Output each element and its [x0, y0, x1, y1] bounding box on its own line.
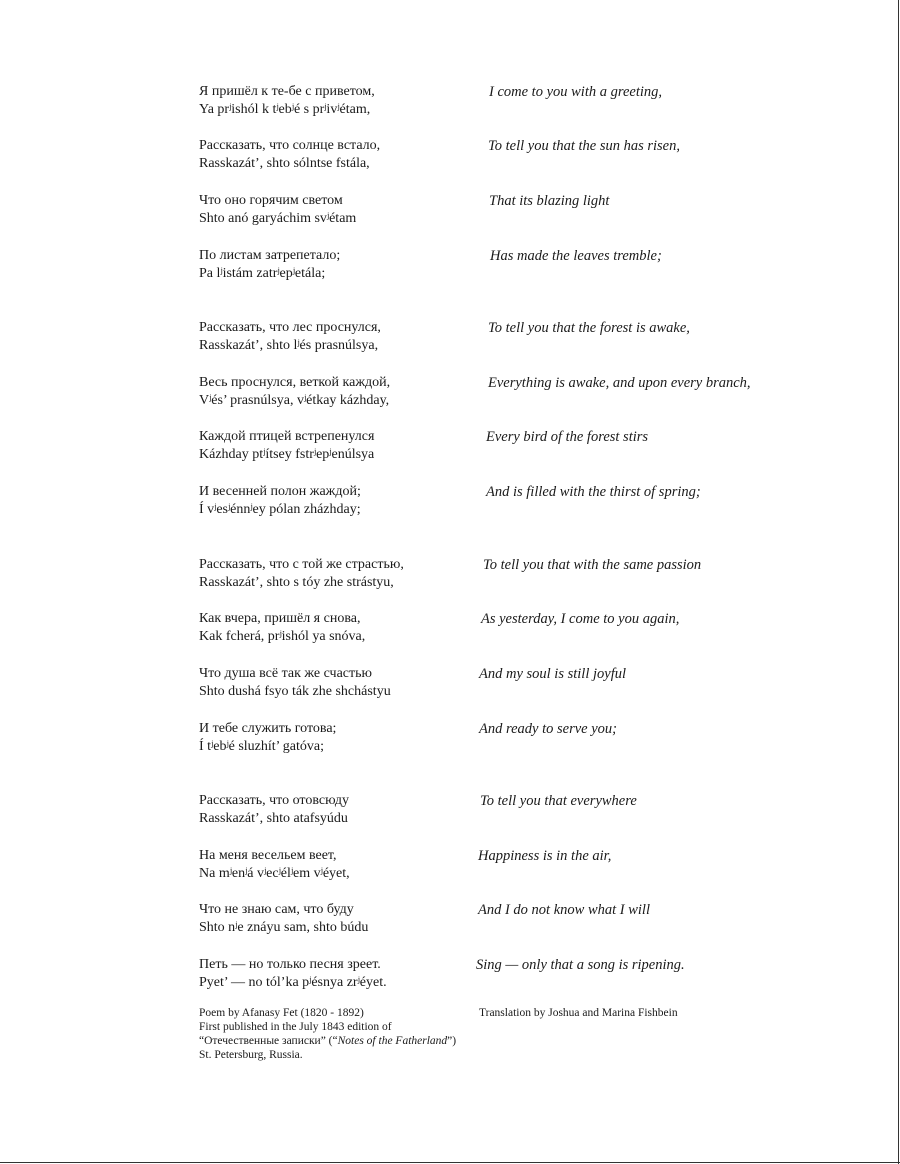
poem-line-transliteration: Kázhday ptʲítsey fstrʲepʲenúlsya — [199, 447, 375, 462]
author-credit: Poem by Afanasy Fet (1820 - 1892) — [199, 1007, 364, 1019]
poem-line-transliteration: Vʲés’ prasnúlsya, vʲétkay kázhday, — [199, 393, 390, 408]
poem-line-russian: Что не знаю сам, что буду — [199, 902, 354, 917]
poem-line-russian: Рассказать, что с той же страстью, — [199, 557, 404, 572]
poem-line-russian: Рассказать, что отовсюду — [199, 793, 349, 808]
page-edge-right — [898, 0, 899, 1164]
poem-line-russian: Рассказать, что солнце встало, — [199, 138, 381, 153]
publication-city: St. Petersburg, Russia. — [199, 1049, 303, 1061]
poem-line-russian: И тебе служить готова; — [199, 721, 337, 736]
journal-title-russian: “Отечественные записки” — [199, 1035, 326, 1047]
poem-line-transliteration: Rasskazát’, shto lʲés prasnúlsya, — [199, 338, 379, 353]
publication-note: First published in the July 1843 edition of — [199, 1021, 392, 1033]
poem-line-english: And ready to serve you; — [479, 721, 617, 737]
poem-line-transliteration: Shto anó garyáchim svʲétam — [199, 211, 357, 226]
poem-line-english: And is filled with the thirst of spring; — [486, 484, 701, 500]
poem-line-transliteration: Rasskazát’, shto s tóy zhe strástyu, — [199, 575, 394, 590]
poem-line-transliteration: Kak fcherá, prʲishól ya snóva, — [199, 629, 366, 644]
poem-line-english: Sing — only that a song is ripening. — [476, 957, 685, 973]
poem-line-russian: Я пришёл к те-бе с приветом, — [199, 84, 375, 99]
poem-line-transliteration: Ya prʲishól k tʲebʲé s prʲivʲétam, — [199, 102, 371, 117]
poem-line-russian: Петь — но только песня зреет. — [199, 957, 381, 972]
translation-credit: Translation by Joshua and Marina Fishbein — [479, 1007, 678, 1019]
poem-line-transliteration: Pa lʲistám zatrʲepʲetála; — [199, 266, 326, 281]
poem-line-russian: И весенней полон жаждой; — [199, 484, 361, 499]
journal-title: “Отечественные записки” (“Notes of the Fatherland”) — [199, 1035, 457, 1047]
poem-line-transliteration: Rasskazát’, shto atafsyúdu — [199, 811, 348, 826]
poem-line-transliteration: Shto dushá fsyo ták zhe shchástyu — [199, 684, 391, 699]
poem-line-english: And my soul is still joyful — [479, 666, 627, 682]
poem-line-english: As yesterday, I come to you again, — [481, 611, 680, 627]
poem-line-english: Everything is awake, and upon every branch, — [488, 375, 751, 391]
journal-title-english: Notes of the Fatherland — [337, 1035, 448, 1047]
poem-line-russian: По листам затрепетало; — [199, 248, 341, 263]
poem-line-russian: Что душа всё так же счастью — [199, 666, 372, 681]
poem-credits — [199, 1006, 456, 1062]
poem-line-russian: Рассказать, что лес проснулся, — [199, 320, 381, 335]
poem-line-transliteration: Í vʲesʲénnʲey pólan zházhday; — [199, 502, 361, 517]
poem-line-english: To tell you that with the same passion — [483, 557, 702, 573]
page-edge-bottom — [0, 1162, 900, 1163]
poem-line-russian: Весь проснулся, веткой каждой, — [199, 375, 391, 390]
poem-line-transliteration: Rasskazát’, shto sólntse fstála, — [199, 156, 370, 171]
poem-line-english: To tell you that the forest is awake, — [488, 320, 690, 336]
poem-line-english: Has made the leaves tremble; — [490, 248, 662, 264]
poem-line-russian: Что оно горячим светом — [199, 193, 343, 208]
poem-line-english: Happiness is in the air, — [478, 848, 612, 864]
poem-line-english: Every bird of the forest stirs — [486, 429, 649, 445]
poem-line-english: To tell you that everywhere — [480, 793, 637, 809]
poem-line-english: That its blazing light — [489, 193, 610, 209]
poem-line-transliteration: Pyet’ — no tól’ka pʲésnya zrʲéyet. — [199, 975, 387, 990]
poem-line-english: To tell you that the sun has risen, — [488, 138, 680, 154]
poem-line-russian: Как вчера, пришёл я снова, — [199, 611, 361, 626]
poem-line-transliteration: Na mʲenʲá vʲecʲélʲem vʲéyet, — [199, 866, 350, 881]
poem-line-english: And I do not know what I will — [478, 902, 650, 918]
poem-line-transliteration: Í tʲebʲé sluzhít’ gatóva; — [199, 739, 324, 754]
poem-line-russian: Каждой птицей встрепенулся — [199, 429, 375, 444]
poem-line-russian: На меня весельем веет, — [199, 848, 337, 863]
poem-line-english: I come to you with a greeting, — [489, 84, 663, 100]
poem-line-transliteration: Shto nʲe znáyu sam, shto búdu — [199, 920, 369, 935]
